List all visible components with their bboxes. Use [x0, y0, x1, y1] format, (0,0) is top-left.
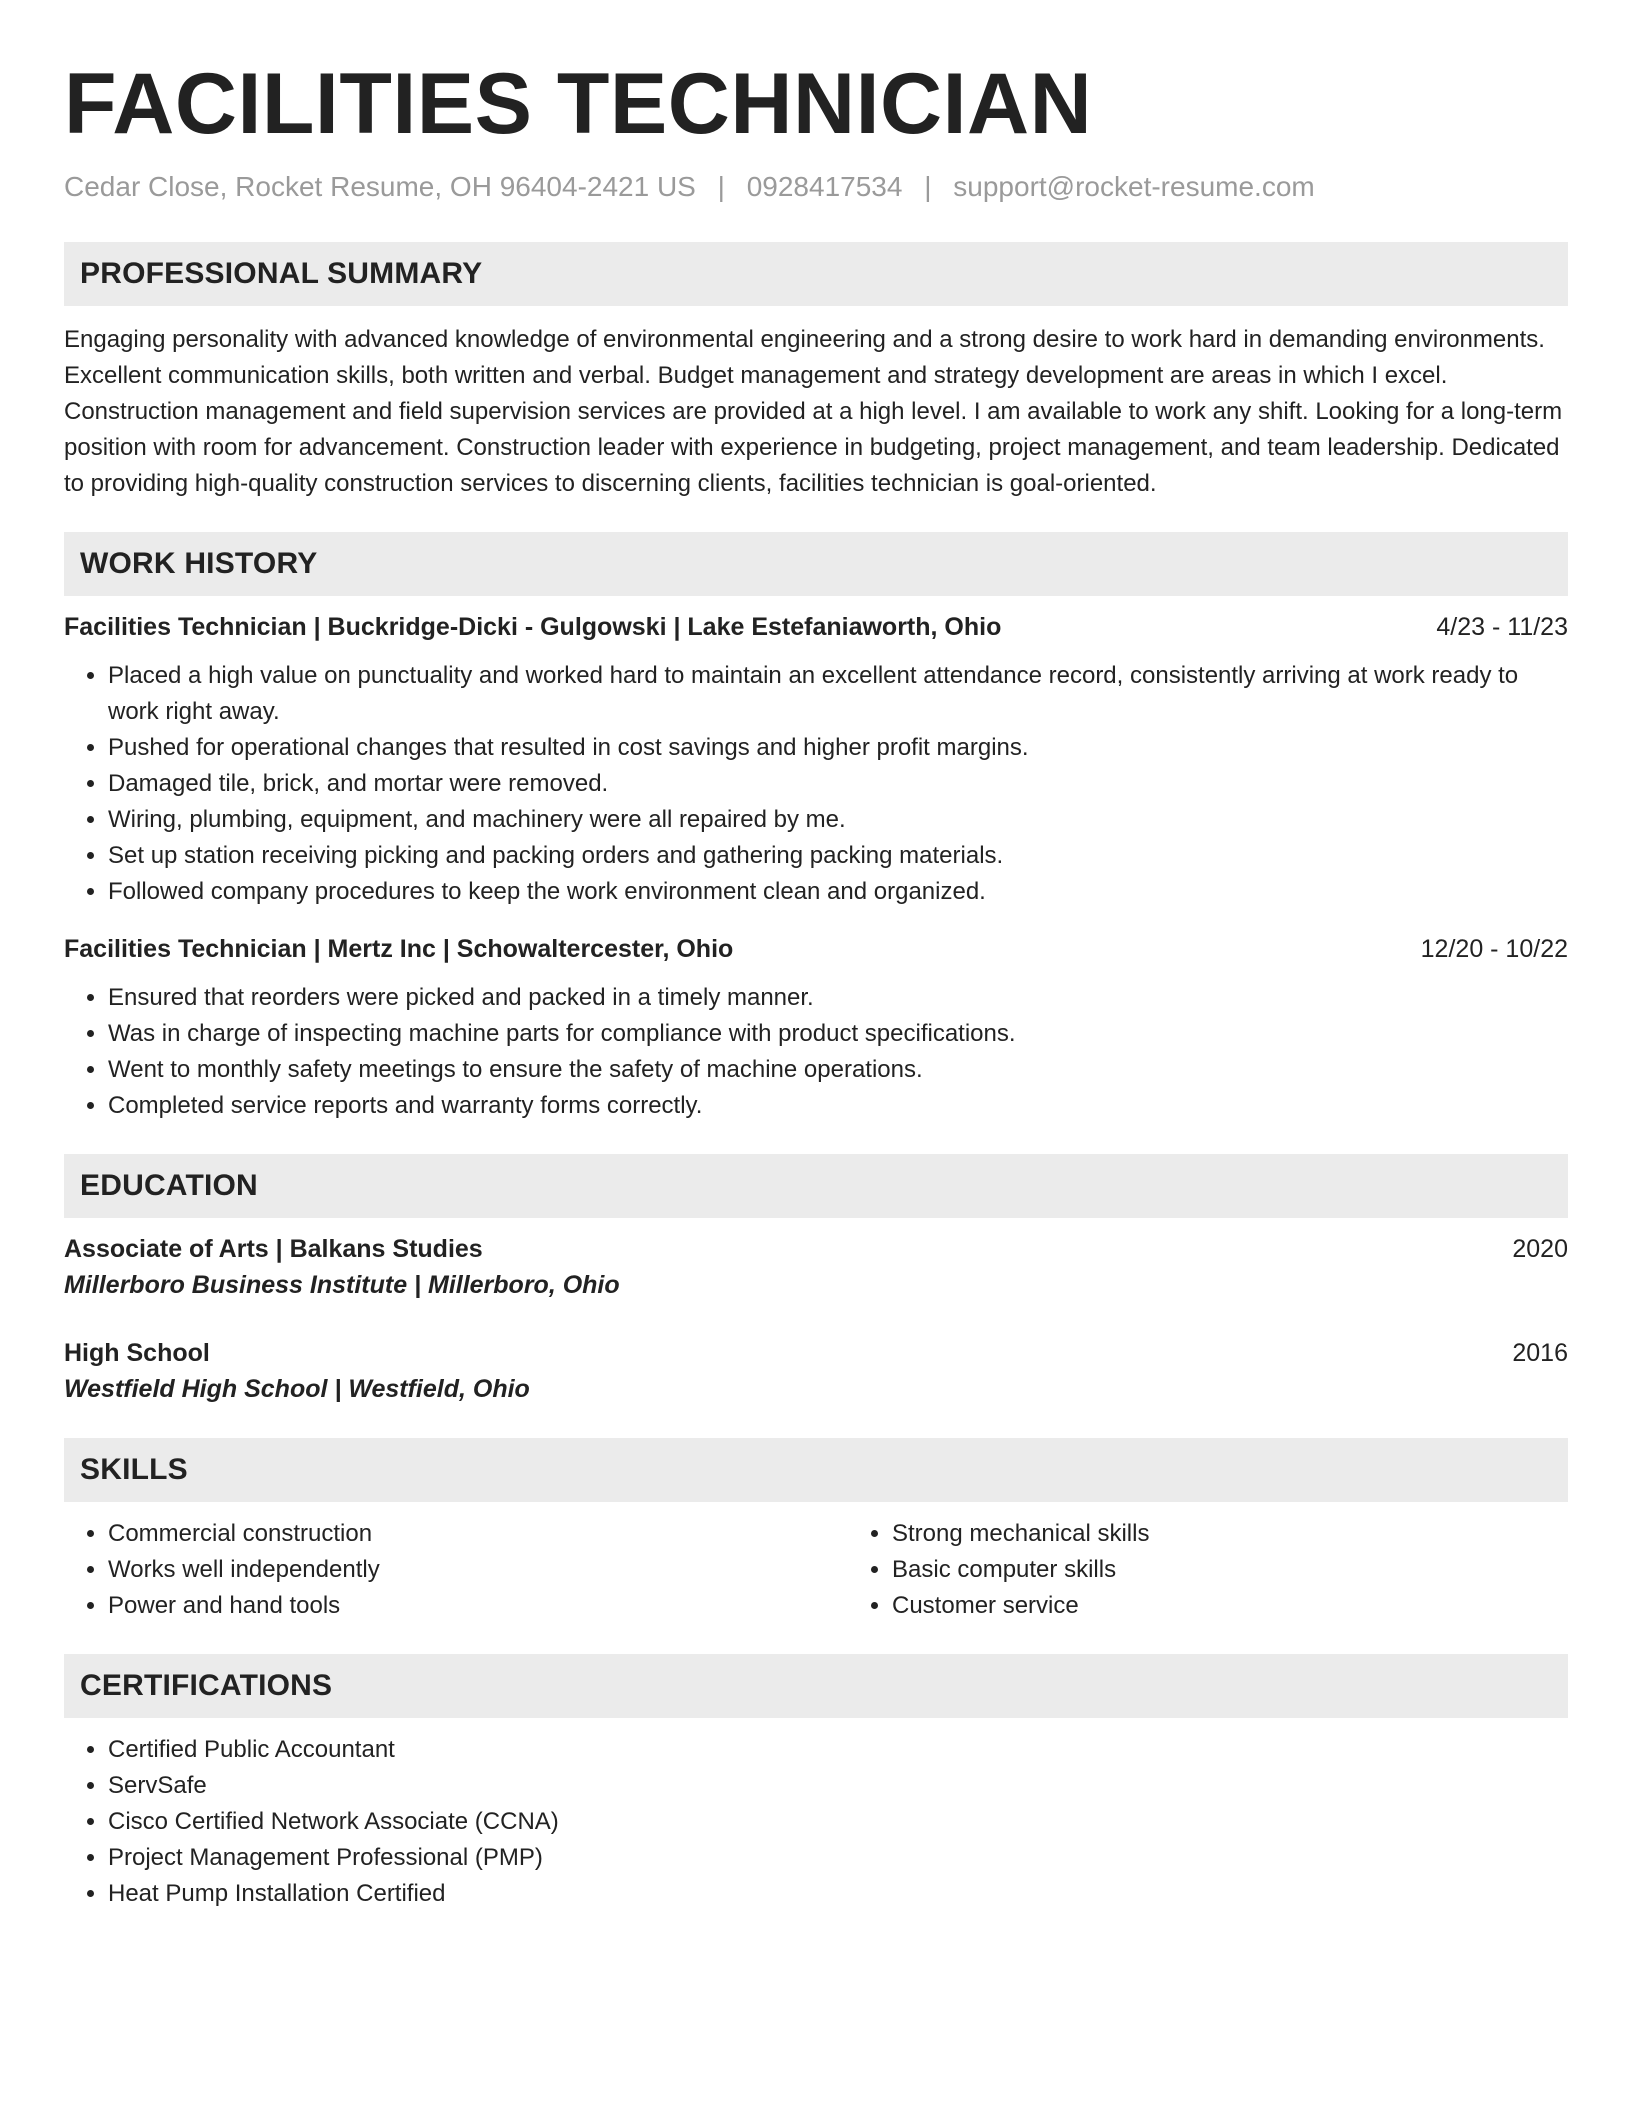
job-title: Facilities Technician | Mertz Inc | Schowaltercester, Ohio	[64, 935, 734, 963]
education-header	[64, 1232, 1568, 1266]
job-header	[64, 610, 1568, 644]
contact-email: support@rocket-resume.com	[953, 171, 1315, 202]
job-bullet: • Pushed for operational changes that resulted in cost savings and higher profit margins.	[108, 730, 1568, 766]
education-entry	[64, 1336, 1568, 1408]
certifications-heading: CERTIFICATIONS	[64, 1654, 1568, 1718]
job-bullet: • Wiring, plumbing, equipment, and machinery were all repaired by me.	[108, 802, 1568, 838]
job-bullet: • Went to monthly safety meetings to ensure the safety of machine operations.	[108, 1052, 1568, 1088]
education-degree: High School	[64, 1339, 210, 1367]
skills-column-left	[64, 1516, 848, 1624]
job-bullet: • Completed service reports and warranty forms correctly.	[108, 1088, 1568, 1124]
job-header	[64, 932, 1568, 966]
education-year: 2020	[1512, 1235, 1568, 1263]
skill-item: • Basic computer skills	[892, 1552, 1149, 1588]
job-dates: 4/23 - 11/23	[1436, 613, 1568, 641]
education-school: Westfield High School | Westfield, Ohio	[64, 1375, 530, 1403]
summary-text: Engaging personality with advanced knowledge of environmental engineering and a strong desire to work hard in demanding environments. Excellent communication skills, both written and verbal. Budget management and strategy development are areas in which I excel. Construction management and field supervision services are provided at a high level. I am available to work any shift. Looking for a long-term position with room for advancement. Construction leader with experience in budgeting, project management, and team leadership. Dedicated to providing high-quality construction services to discerning clients, facilities technician is goal-oriented.	[64, 326, 1563, 497]
education-entry	[64, 1232, 1568, 1304]
job-bullet: • Set up station receiving picking and packing orders and gathering packing materials.	[108, 838, 1568, 874]
certifications-list	[64, 1732, 1568, 1912]
contact-separator: |	[924, 171, 932, 202]
job-bullet: • Ensured that reorders were picked and packed in a timely manner.	[108, 980, 1568, 1016]
job-dates: 12/20 - 10/22	[1420, 935, 1568, 963]
skill-item: • Works well independently	[108, 1552, 848, 1588]
contact-separator: |	[717, 171, 725, 202]
education-school: Millerboro Business Institute | Millerboro, Ohio	[64, 1271, 620, 1299]
job-bullet: • Followed company procedures to keep the work environment clean and organized.	[108, 874, 1568, 910]
contact-line	[64, 170, 1568, 204]
job-bullet: • Placed a high value on punctuality and worked hard to maintain an excellent attendance record, consistently arriving at work ready to work right away.	[108, 658, 1568, 730]
job-title: Facilities Technician | Buckridge-Dicki - Gulgowski | Lake Estefaniaworth, Ohio	[64, 613, 1002, 641]
skill-item: • Customer service	[892, 1588, 1149, 1624]
education-year: 2016	[1512, 1339, 1568, 1367]
certification-item: • ServSafe	[108, 1768, 1568, 1804]
contact-phone: 0928417534	[746, 171, 903, 202]
education-degree: Associate of Arts | Balkans Studies	[64, 1235, 483, 1263]
job-bullet: • Damaged tile, brick, and mortar were removed.	[108, 766, 1568, 802]
job-entry	[64, 932, 1568, 1124]
education-header	[64, 1336, 1568, 1370]
skills-column-right	[848, 1516, 1149, 1624]
summary-heading: PROFESSIONAL SUMMARY	[64, 242, 1568, 306]
skill-item: • Commercial construction	[108, 1516, 848, 1552]
education-heading: EDUCATION	[64, 1154, 1568, 1218]
certification-item: • Heat Pump Installation Certified	[108, 1876, 1568, 1912]
contact-address: Cedar Close, Rocket Resume, OH 96404-2421 US	[64, 171, 696, 202]
work-history-heading: WORK HISTORY	[64, 532, 1568, 596]
certification-item: • Cisco Certified Network Associate (CCNA)	[108, 1804, 1568, 1840]
skill-item: • Strong mechanical skills	[892, 1516, 1149, 1552]
skills-grid	[64, 1502, 1568, 1624]
resume-name: FACILITIES TECHNICIAN	[64, 56, 1093, 152]
skill-item: • Power and hand tools	[108, 1588, 848, 1624]
job-bullets	[64, 658, 1568, 910]
certification-item: • Certified Public Accountant	[108, 1732, 1568, 1768]
skills-heading: SKILLS	[64, 1438, 1568, 1502]
job-bullet: • Was in charge of inspecting machine parts for compliance with product specifications.	[108, 1016, 1568, 1052]
certification-item: • Project Management Professional (PMP)	[108, 1840, 1568, 1876]
job-entry	[64, 610, 1568, 910]
job-bullets	[64, 980, 1568, 1124]
